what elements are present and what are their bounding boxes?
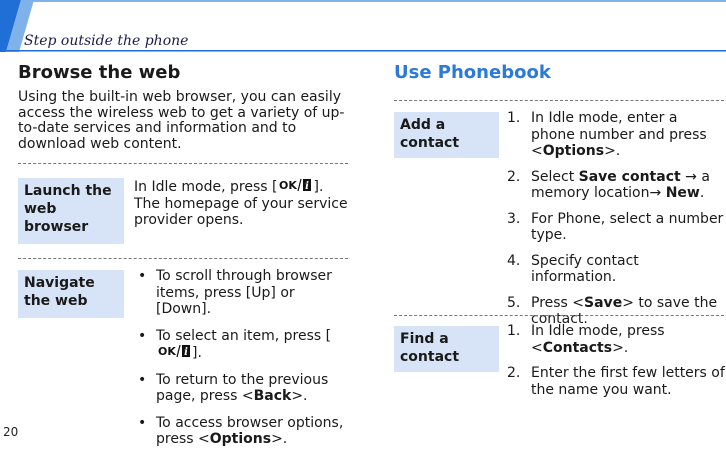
navigate-label: Navigate the web xyxy=(18,270,124,318)
section-title-phonebook: Use Phonebook xyxy=(394,62,551,83)
launch-text xyxy=(134,178,352,229)
list-item: 1. In Idle mode, press <Contacts>. xyxy=(507,323,665,356)
bullet-icon: • xyxy=(138,414,147,431)
list-item: 2. Select Save contact → a memory location→ New. xyxy=(507,168,710,201)
divider xyxy=(18,163,348,164)
list-item: 2. Enter the first few letters of the name you want. xyxy=(507,365,725,398)
page-number: 20 xyxy=(3,425,19,439)
list-item: 4. Specify contact information. xyxy=(507,252,639,285)
bullet-icon: • xyxy=(138,371,147,388)
add-contact-steps xyxy=(507,110,725,337)
svg-text:i: i xyxy=(184,347,188,358)
running-head: Step outside the phone xyxy=(24,33,189,49)
find-contact-steps xyxy=(507,323,725,407)
launch-text-after: ]. The homepage of your service provider opens. xyxy=(134,179,348,228)
browse-intro: Using the built-in web browser, you can easily access the wireless web to get a variety of up-to-date services and information and to download web content. xyxy=(18,89,345,152)
divider xyxy=(18,258,348,259)
arrow-right-icon: → xyxy=(649,185,662,201)
list-item: 3. For Phone, select a number type. xyxy=(507,210,724,243)
navigate-bullets xyxy=(134,268,352,458)
list-item: 5. Press <Save> to save the contact. xyxy=(507,294,718,327)
section-title-browse: Browse the web xyxy=(18,62,181,83)
find-contact-label: Find a contact xyxy=(394,326,499,372)
add-contact-label: Add a contact xyxy=(394,112,499,158)
launch-label: Launch the web browser xyxy=(18,178,124,244)
launch-text-before: In Idle mode, press [ xyxy=(134,179,278,195)
bullet-icon: • xyxy=(138,327,147,344)
bullet-icon: • xyxy=(138,268,147,284)
ok-internet-key-icon xyxy=(157,344,191,358)
list-item: 1. In Idle mode, enter a phone number and press <Options>. xyxy=(507,110,707,159)
arrow-right-icon: → xyxy=(685,168,697,185)
divider xyxy=(394,100,724,101)
divider xyxy=(394,315,724,316)
list-item: • To select an item, press [ OK i ]. xyxy=(138,327,332,361)
list-item: • To access browser options, press <Options>. xyxy=(138,414,344,447)
svg-text:OK: OK xyxy=(158,345,176,358)
list-item: • To scroll through browser items, press [Up] or [Down]. xyxy=(138,268,332,317)
ok-internet-key-icon xyxy=(278,178,312,192)
svg-text:i: i xyxy=(305,181,310,192)
list-item: • To return to the previous page, press <Back>. xyxy=(138,371,329,404)
svg-text:OK: OK xyxy=(279,179,298,192)
